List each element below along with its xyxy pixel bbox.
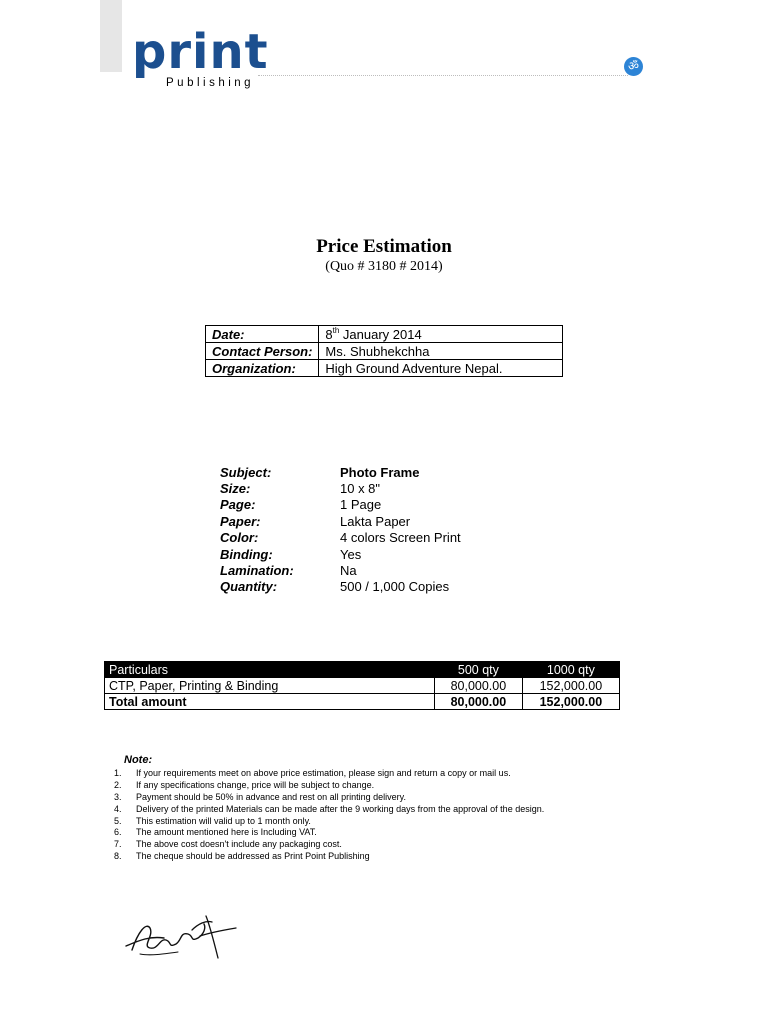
spec-label: Binding: [220,546,273,562]
date-day: 8 [325,326,333,342]
contact-value: Ms. Shubhekchha [319,343,563,360]
logo-subtitle: Publishing [166,77,255,89]
total-label: Total amount [105,694,435,710]
list-item: 5. This estimation will valid up to 1 month only. [114,815,311,826]
list-item: 4. Delivery of the printed Materials can be made after the 9 working days from the approval of the design. [114,803,545,814]
document-title: Price Estimation [316,236,452,257]
notes-list [114,768,544,863]
list-item: 3. Payment should be 50% in advance and rest on all printing delivery. [114,791,406,802]
spec-value: 1 Page [340,497,382,513]
specification-list [220,464,461,595]
spec-row [220,562,461,578]
note-text: Payment should be 50% in advance and rest on all printing delivery. [136,791,406,802]
price-500-cell: 80,000.00 [435,678,523,694]
spec-label: Page: [220,497,256,513]
spec-row [220,579,461,595]
note-text: The cheque should be addressed as Print Point Publishing [136,851,370,862]
om-badge-icon: ॐ [624,57,643,76]
note-heading: Note: [124,754,153,766]
list-item: 1. If your requirements meet on above price estimation, please sign and return a copy or mail us. [114,768,511,778]
price-table-header [105,662,620,678]
column-header-1000qty: 1000 qty [522,662,619,678]
spec-row [220,546,461,562]
note-text: This estimation will valid up to 1 month only. [136,815,311,826]
spec-label: Size: [220,481,251,497]
spec-value: Lakta Paper [340,513,411,529]
total-1000-cell: 152,000.00 [522,694,619,710]
date-rest: January 2014 [339,326,422,342]
spec-label: Lamination: [220,563,294,579]
spec-row [220,464,461,480]
spec-value: 4 colors Screen Print [340,530,461,546]
spec-value: Yes [340,546,362,562]
spec-label: Color: [220,530,259,546]
client-info-table [205,325,563,377]
list-item: 6. The amount mentioned here is Including VAT. [114,827,317,838]
spec-value: 500 / 1,000 Copies [340,579,450,595]
list-item: 8. The cheque should be addressed as Print Point Publishing [114,851,370,862]
handwritten-signature [120,902,240,962]
spec-label: Paper: [220,513,261,529]
date-suffix: th [332,325,340,335]
logo-wordmark: print [132,24,269,80]
spec-row [220,480,461,496]
column-header-500qty: 500 qty [435,662,523,678]
header-dotted-rule [258,75,628,76]
organization-label: Organization: [206,360,319,377]
info-row-date [206,326,563,343]
info-row-organization [206,360,563,377]
spec-row [220,513,461,529]
particular-cell: CTP, Paper, Printing & Binding [105,678,435,694]
info-row-contact [206,343,563,360]
list-item: 7. The above cost doesn't include any packaging cost. [114,839,342,850]
price-1000-cell: 152,000.00 [522,678,619,694]
spec-row [220,530,461,546]
table-row [105,678,620,694]
note-text: Delivery of the printed Materials can be made after the 9 working days from the approval of the design. [136,803,545,814]
note-text: If any specifications change, price will be subject to change. [136,779,375,790]
date-value [319,326,563,343]
spec-value: Photo Frame [340,464,420,480]
column-header-particulars: Particulars [105,662,435,678]
date-label: Date: [206,326,319,343]
list-item: 2. If any specifications change, price will be subject to change. [114,779,375,790]
spec-label: Subject: [220,464,272,480]
note-text: The above cost doesn't include any packaging cost. [136,839,342,850]
logo-accent-bar [100,0,122,72]
quote-number: (Quo # 3180 # 2014) [325,259,443,274]
note-text: The amount mentioned here is Including VAT. [136,827,317,838]
contact-label: Contact Person: [206,343,319,360]
spec-value: 10 x 8" [340,481,381,497]
total-row [105,694,620,710]
spec-row [220,497,461,513]
spec-label: Quantity: [220,579,278,595]
total-500-cell: 80,000.00 [435,694,523,710]
organization-value: High Ground Adventure Nepal. [319,360,563,377]
spec-value: Na [340,563,357,579]
price-table [104,661,620,710]
note-text: If your requirements meet on above price estimation, please sign and return a copy or mail us. [136,768,511,778]
